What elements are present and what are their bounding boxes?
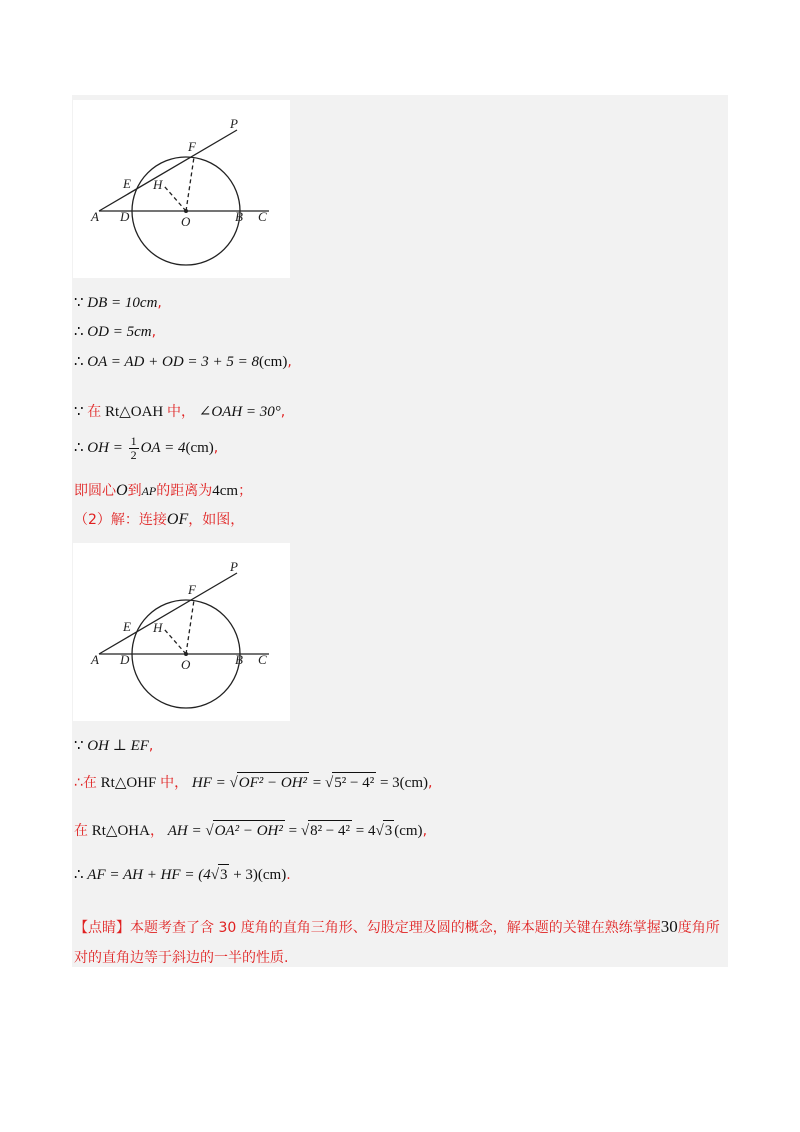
geometry-figure-2 bbox=[73, 543, 290, 721]
label-B: B bbox=[235, 652, 243, 667]
note-text-2: 度角所对的直角边等于斜边的一半的性质. bbox=[74, 920, 720, 966]
line-1: ∵ DB = 10cm, bbox=[74, 295, 162, 311]
line-11: ∴ AF = AH + HF = (4√3 + 3)(cm). bbox=[74, 864, 291, 885]
label-P: P bbox=[230, 116, 238, 131]
label-D: D bbox=[120, 652, 130, 667]
fraction-half: $\frac{1}{2}$ bbox=[130, 434, 137, 462]
line-6: 即圆心O到AP的距离为4cm； bbox=[74, 482, 253, 499]
note-bracket: 【点睛】 bbox=[74, 920, 130, 936]
label-F: F bbox=[188, 582, 196, 597]
line-4: ∵ 在 Rt△OAH 中， ∠OAH = 30°, bbox=[74, 404, 286, 420]
label-O: O bbox=[181, 657, 191, 672]
label-P: P bbox=[230, 559, 238, 574]
note-number: 30 bbox=[660, 917, 678, 936]
label-B: B bbox=[235, 209, 243, 224]
line-5: ∴ OH = $\frac{1}{2}$ OA = 4(cm), bbox=[74, 434, 219, 462]
label-H: H bbox=[153, 177, 163, 192]
line-7: （2）解：连接OF，如图， bbox=[74, 511, 245, 528]
label-H: H bbox=[153, 620, 163, 635]
label-O: O bbox=[181, 214, 191, 229]
line-9: ∴在 Rt△OHF 中， HF = √OF² − OH² = √5² − 4² = 3(cm), bbox=[74, 772, 432, 793]
line-10: 在 Rt△OHA， AH = √OA² − OH² = √8² − 4² = 4√3 (cm), bbox=[74, 820, 427, 841]
key-point-note bbox=[74, 912, 722, 973]
note-text-1: 本题考查了含 30 度角的直角三角形、勾股定理及圆的概念，解本题的关键在熟练掌握 bbox=[130, 920, 661, 936]
line-3: ∴ OA = AD + OD = 3 + 5 = 8(cm), bbox=[74, 354, 292, 370]
line-8: ∵ OH ⊥ EF, bbox=[74, 738, 154, 754]
label-E: E bbox=[123, 619, 131, 634]
line-2: ∴ OD = 5cm, bbox=[74, 324, 157, 340]
label-A: A bbox=[91, 209, 99, 224]
label-E: E bbox=[123, 176, 131, 191]
label-C: C bbox=[258, 652, 267, 667]
label-A: A bbox=[91, 652, 99, 667]
label-D: D bbox=[120, 209, 130, 224]
label-C: C bbox=[258, 209, 267, 224]
label-F: F bbox=[188, 139, 196, 154]
geometry-figure-1 bbox=[73, 100, 290, 278]
